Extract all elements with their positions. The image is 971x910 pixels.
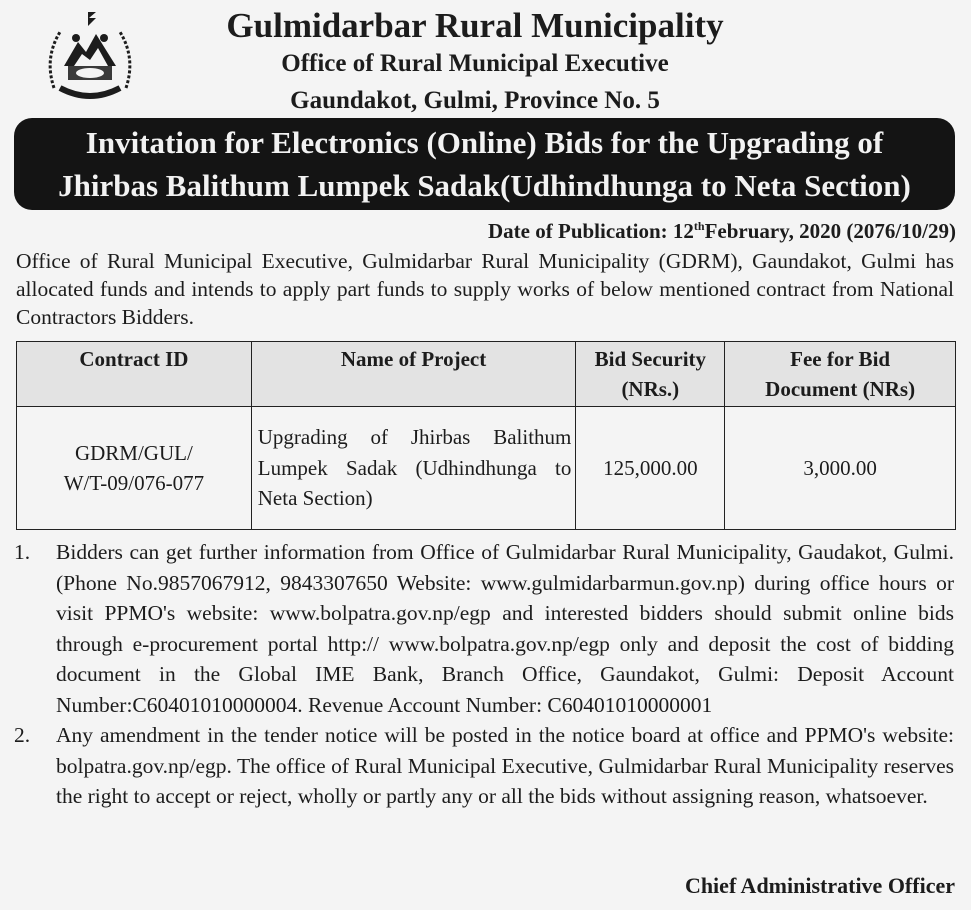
header-contract-id: Contract ID — [17, 342, 252, 407]
contract-table — [16, 341, 956, 530]
municipality-name: Gulmidarbar Rural Municipality — [226, 6, 724, 45]
notes-list — [14, 537, 954, 812]
publication-date — [488, 219, 956, 244]
publication-label: Date of Publication: 12 — [488, 219, 694, 243]
office-address: Gaundakot, Gulmi, Province No. 5 — [290, 87, 660, 114]
header-document-fee-line-1: Fee for Bid — [790, 347, 891, 371]
note-number: 1. — [14, 540, 31, 564]
table-header-row — [17, 342, 956, 407]
contract-id-line-1: GDRM/GUL/ — [74, 441, 193, 465]
header-project-name: Name of Project — [251, 342, 576, 407]
note-number: 2. — [14, 723, 31, 747]
list-item — [14, 537, 954, 720]
bid-security-cell: 125,000.00 — [576, 407, 725, 530]
header-bid-security — [576, 342, 725, 407]
publication-date-rest: February, 2020 (2076/10/29) — [704, 219, 956, 243]
publication-ordinal: th — [693, 219, 705, 233]
nepal-emblem-icon — [38, 8, 142, 108]
notice-title-line-2: Jhirbas Balithum Lumpek Sadak(Udhindhunga to Neta Section) — [58, 168, 911, 203]
header-document-fee-line-2: Document (NRs) — [765, 377, 916, 401]
header-document-fee — [725, 342, 956, 407]
note-text: Bidders can get further information from Office of Gulmidarbar Rural Municipality, Gaudakot, Gulmi. (Phone No.9857067912, 9843307650 Website: www.gulmidarbarmun.gov.np) during office hours or visit PPMO's website: www.bolpatra.gov.np/egp and interested bidders should submit online bids through e-procurement portal http:// www.bolpatra.gov.np/egp only and deposit the cost of bidding document in the Global IME Bank, Branch Office, Gaundakot, Gulmi: Deposit Account Number:C60401010000004. Revenue Account Number: C60401010000001 — [56, 540, 954, 717]
contract-id-cell — [17, 407, 252, 530]
table-row — [17, 407, 956, 530]
note-text: Any amendment in the tender notice will be posted in the notice board at office and PPMO's website: bolpatra.gov.np/egp. The office of Rural Municipal Executive, Gulmidarbar Rural Municipality reserves the right to accept or reject, wholly or partly any or all the bids without assigning reason, whatsoever. — [56, 723, 954, 808]
header-bid-security-line-2: (NRs.) — [621, 377, 680, 401]
notice-title-banner — [14, 118, 955, 210]
notice-title-line-1: Invitation for Electronics (Online) Bids for the Upgrading of — [85, 125, 884, 160]
contract-id-line-2: W/T-09/076-077 — [63, 471, 205, 495]
project-name-cell: Upgrading of Jhirbas Balithum Lumpek Sadak (Udhindhunga to Neta Section) — [251, 407, 576, 530]
document-fee-cell: 3,000.00 — [725, 407, 956, 530]
office-name: Office of Rural Municipal Executive — [281, 50, 669, 77]
list-item — [14, 720, 954, 812]
signature-title: Chief Administrative Officer — [684, 873, 955, 898]
intro-paragraph: Office of Rural Municipal Executive, Gulmidarbar Rural Municipality (GDRM), Gaundakot, Gulmi has allocated funds and intends to apply part funds to supply works of below mentioned contract from National Contractors Bidders. — [16, 249, 954, 329]
header-bid-security-line-1: Bid Security — [594, 347, 707, 371]
